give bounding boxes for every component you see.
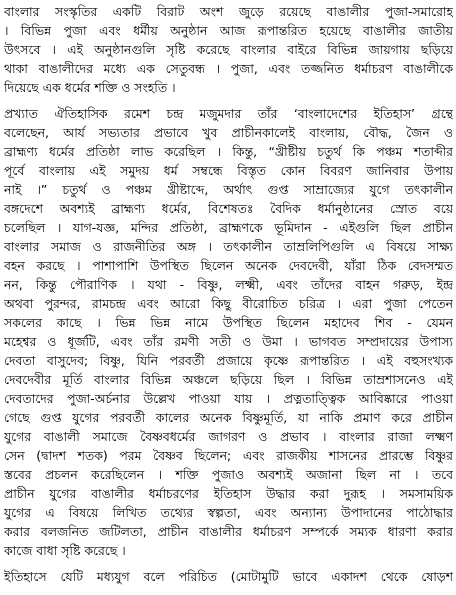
text-line: দেবদেবীর মূর্তি বাংলার বিভিন্ন অঞ্চলে ছড়িয়ে ছিল । বিভিন্ন তাম্রশাসনেও এই xyxy=(4,372,453,387)
text-line: কাজে বাধা সৃষ্টি করেছে । xyxy=(4,543,126,558)
text-line: করার বলজনিত জটিলতা, প্রাচীন বাঙালীর ধর্মাচরণ সম্পর্কে সম্যক ধারণা করার xyxy=(4,524,453,539)
text-line: বাংলার সংস্কৃতির একটি বিরাট অংশ জুড়ে রয়েছে বাঙালীর পুজা-সমারোহ xyxy=(4,4,453,19)
text-line: অথবা পুরন্দর, রামচন্দ্র এবং আরো কিছু বীরোচিত চরিত্র । এরা পুজা পেতেন xyxy=(4,296,453,311)
paragraph-history xyxy=(4,104,453,560)
text-line: নাই ।” চতুর্থ ও পঞ্চম খ্রীষ্টাব্দে, অর্থাৎ গুপ্ত সাম্রাজ্যের যুগে তৎকালীন xyxy=(4,182,453,197)
text-line: । বিভিন্ন পুজা এবং ধর্মীয় অনুষ্ঠান আজ রূপান্তরিত হয়েছে বাঙালীর জাতীয় xyxy=(4,23,453,38)
text-line: যুগের বাঙালী সমাজে বৈষ্ণবধর্মের জাগরণ ও প্রভাব । বাংলার রাজা লক্ষ্মণ xyxy=(4,429,453,444)
text-line: বলেছেন, আর্য সভ্যতার প্রভাবে খুব প্রাচীনকালেই বাংলায়, বৌদ্ধ, জৈন ও xyxy=(4,125,453,140)
paragraph-pujo-culture xyxy=(4,2,453,97)
text-line: প্রখ্যাত ঐতিহাসিক রমেশ চন্দ্র মজুমদার তাঁর ‘বাংলাদেশের ইতিহাস’ গ্রন্থে xyxy=(4,106,453,121)
text-line: উৎসবে । এই অনুষ্ঠানগুলি সৃষ্টি করেছে বাংলার বাইরে বিভিন্ন জায়গায় ছড়িয়ে xyxy=(4,42,453,57)
text-line: স্তবের প্রচলন করেছিলেন । শক্তি পুজাও অবশ্যই অজানা ছিল না । তবে xyxy=(4,467,453,482)
text-line: দিয়েছে এক ধর্মের শক্তি ও সংহতি । xyxy=(4,80,176,95)
text-line: বাংলার সমাজ ও রাজনীতির অঙ্গ । তৎকালীন তাম্রলিপিগুলি এ বিষয়ে সাক্ষ্য xyxy=(4,239,453,254)
paragraph-medieval xyxy=(4,567,453,586)
text-line: পূর্বে বাংলায় এই সমুদয় ধর্ম সম্বন্ধে বিস্তৃত কোন বিবরণ জানিবার উপায় xyxy=(4,163,453,178)
text-line: ব্রাহ্মণ্য ধর্মের প্রতিষ্ঠা লাভ করেছিল । কিন্তু, “খ্রীষ্টীয় চতুর্থ কি পঞ্চম শতাব্দীর xyxy=(4,144,453,159)
text-line: বঙ্গদেশে অবশ্যই ব্রাহ্মণ্য ধর্মের, বিশেষতঃ বৈদিক ধর্মানুষ্ঠানের স্রোত বয়ে xyxy=(4,201,453,216)
text-line: দেবতা বাসুদেব; বিষ্ণু, যিনি পরবর্তী প্রজায়ে কৃষ্ণে রূপান্তরিত । এই বহুসংখ্যক xyxy=(4,353,453,368)
paragraph-gap xyxy=(4,97,453,104)
text-line: নন, কিন্তু পৌরাণিক । যথা - বিষ্ণু, লক্ষ্মী, এবং তাঁদের বাহন গরুড়, ইন্দ্র xyxy=(4,277,453,292)
paragraph-gap xyxy=(4,560,453,567)
text-line: ইতিহাসে যেটি মধ্যযুগ বলে পরিচিত (মোটামুটি ভাবে একাদশ থেকে ষোড়শ xyxy=(4,569,453,584)
text-line: মহেশ্বর ও ধূর্জটি, এবং তাঁর রমণী সতী ও উমা । ভাগবত সম্প্রদায়ের উপাস্য xyxy=(4,334,453,349)
text-line: প্রাচীন যুগের বাঙালীর ধর্মাচরণের ইতিহাস উদ্ধার করা দুরূহ । সমসাময়িক xyxy=(4,486,453,501)
text-line: বহন করছে । পাশাপাশি উপস্থিত ছিলেন অনেক দেবদেবী, যাঁরা ঠিক বেদসম্মত xyxy=(4,258,453,273)
text-line: যুগের এ বিষয়ে লিখিত তথ্যের স্বল্পতা, এবং অন্যান্য উপাদানের পাঠোদ্ধার xyxy=(4,505,453,520)
text-line: চলেছিল । যাগ-যজ্ঞ, মন্দির প্রতিষ্ঠা, ব্রাহ্মণকে ভূমিদান - এইগুলি ছিল প্রাচীন xyxy=(4,220,453,235)
text-line: সেন (দ্বাদশ শতক) পরম বৈষ্ণব ছিলেন; এবং রাজকীয় শাসনের প্রারম্ভে বিষ্ণুর xyxy=(4,448,453,463)
text-line: থাকা বাঙালীদের মধ্যে এক সেতুবন্ধ । পুজা, এবং তজ্জনিত ধর্মাচরণ বাঙালীকে xyxy=(4,61,453,76)
text-line: গেছে গুপ্ত যুগের পরবর্তী কালের অনেক বিষ্ণুমূর্তি, যা নাকি প্রমাণ করে প্রাচীন xyxy=(4,410,453,425)
text-line: সকলের কাছে । ভিন্ন ভিন্ন নামে উপস্থিত ছিলেন মহাদেব শিব - যেমন xyxy=(4,315,453,330)
text-line: দেবতাদের পুজা-অর্চনার উল্লেখ পাওয়া যায় । প্রত্নতাত্ত্বিক আবিষ্কারে পাওয়া xyxy=(4,391,453,406)
